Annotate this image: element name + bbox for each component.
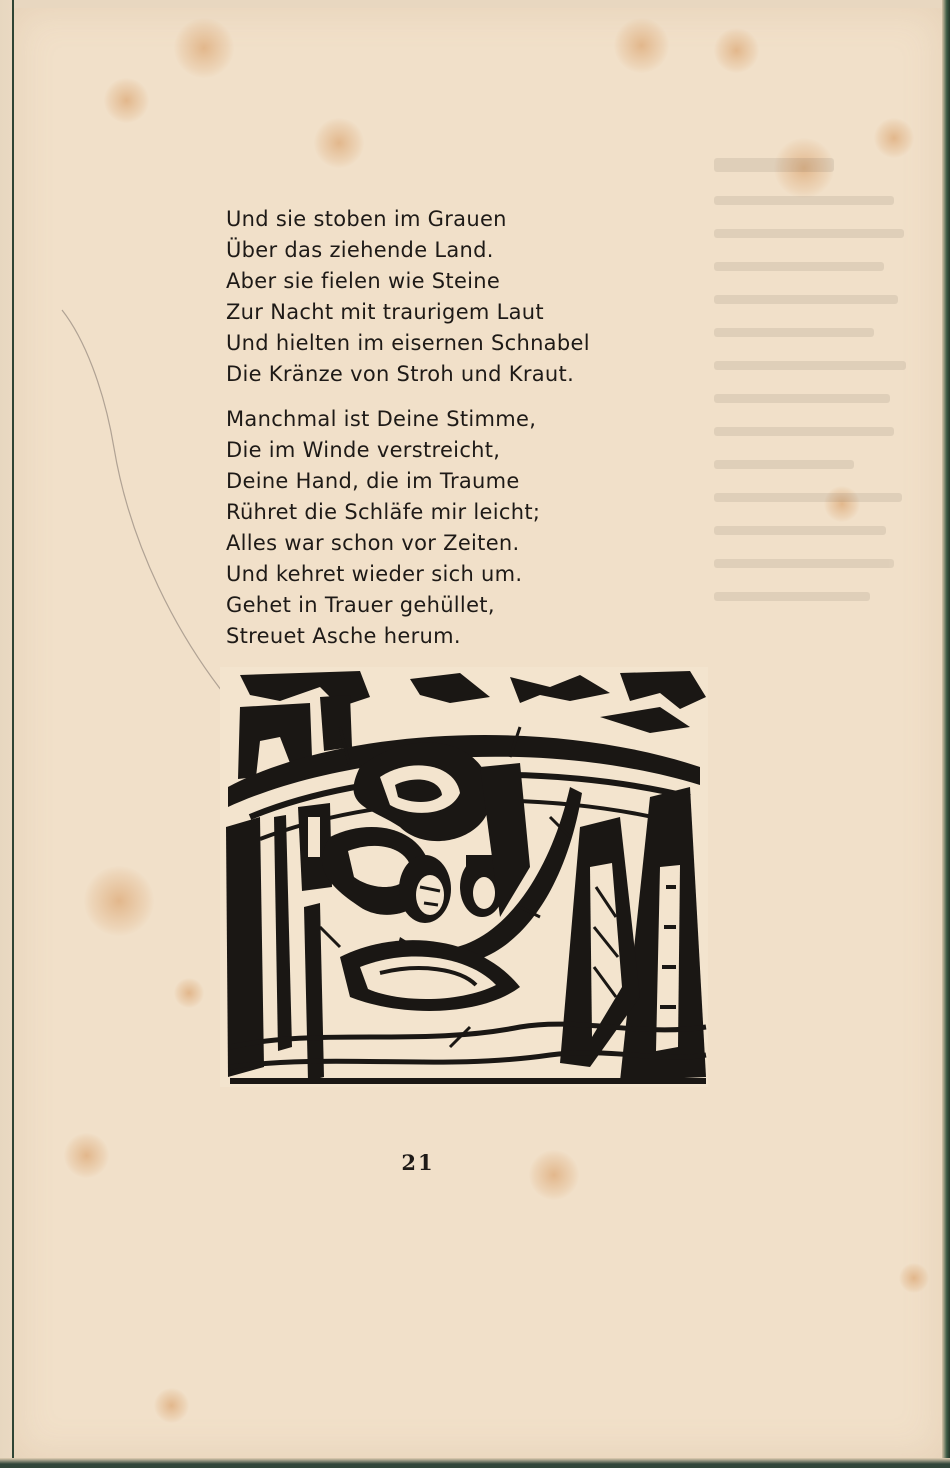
show-through-text — [714, 158, 914, 718]
poem-line: Die Kränze von Stroh und Kraut. — [226, 362, 575, 386]
woodcut-illustration — [220, 667, 708, 1087]
poem-line: Aber sie fielen wie Steine — [226, 269, 501, 293]
book-edge-right — [942, 0, 950, 1468]
foxing-spot — [614, 18, 669, 73]
foxing-spot — [84, 866, 154, 936]
poem-line: Zur Nacht mit traurigem Laut — [226, 300, 544, 324]
poem-line: Deine Hand, die im Traume — [226, 469, 520, 493]
foxing-spot — [529, 1150, 579, 1200]
foxing-spot — [899, 1263, 929, 1293]
poem-line: Über das ziehende Land. — [226, 238, 494, 262]
stanza-1 — [226, 204, 590, 390]
poem-line: Streuet Asche herum. — [226, 624, 461, 648]
poem-line: Manchmal ist Deine Stimme, — [226, 407, 537, 431]
poem-line: Und hielten im eisernen Schnabel — [226, 331, 590, 355]
stanza-2 — [226, 404, 590, 652]
poem-line: Die im Winde verstreicht, — [226, 438, 501, 462]
pencil-mark — [54, 308, 254, 728]
poem — [226, 204, 590, 652]
foxing-spot — [314, 118, 364, 168]
poem-line: Rühret die Schläfe mir leicht; — [226, 500, 541, 524]
foxing-spot — [174, 18, 234, 78]
poem-line: Gehet in Trauer gehüllet, — [226, 593, 495, 617]
foxing-spot — [874, 118, 914, 158]
foxing-spot — [714, 28, 759, 73]
page-number: 21 — [401, 1150, 435, 1175]
poem-line: Und kehret wieder sich um. — [226, 562, 523, 586]
foxing-spot — [104, 78, 149, 123]
poem-line: Und sie stoben im Grauen — [226, 207, 507, 231]
foxing-spot — [154, 1388, 189, 1423]
poem-line: Alles war schon vor Zeiten. — [226, 531, 520, 555]
book-edge-bottom — [0, 1458, 950, 1468]
foxing-spot — [64, 1133, 109, 1178]
foxing-spot — [174, 978, 204, 1008]
